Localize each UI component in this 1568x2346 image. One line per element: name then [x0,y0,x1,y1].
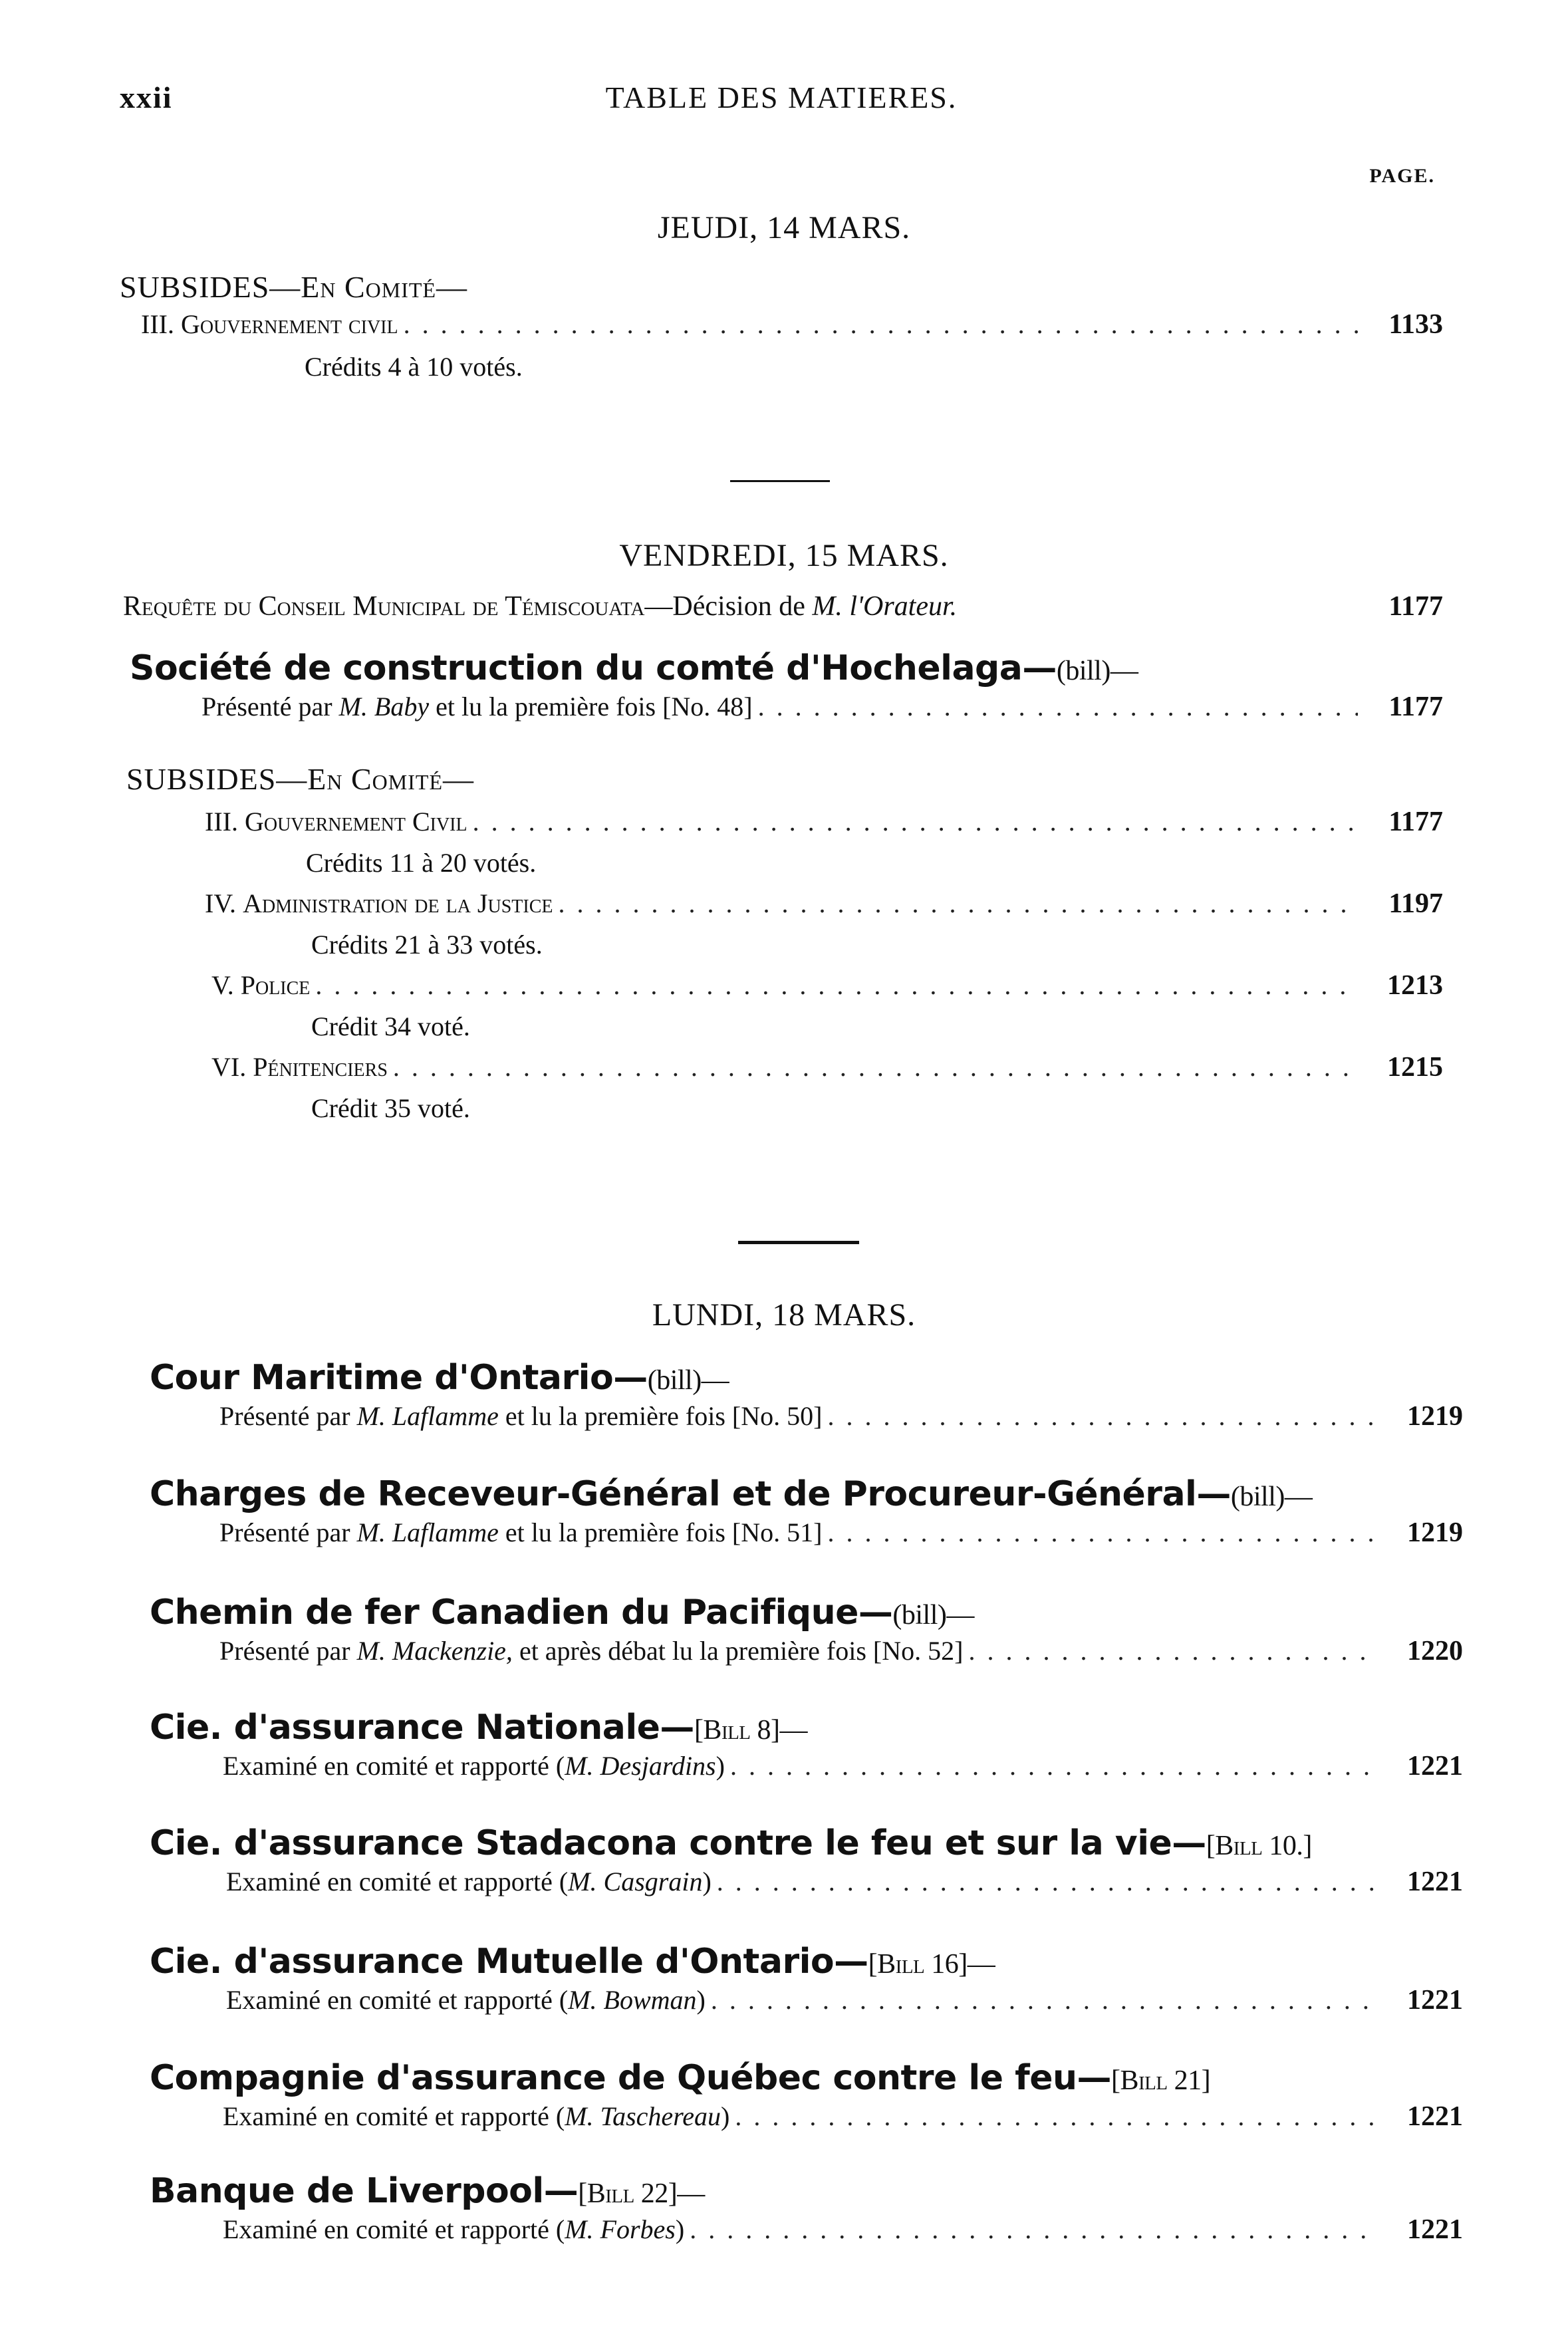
toc-page-number: 1219 [1407,1517,1463,1548]
entry-tag: [Bill 8]— [694,1715,808,1746]
group-title [126,761,1443,797]
toc-page-number: 1219 [1407,1401,1463,1432]
toc-page-number: 1177 [1388,692,1443,722]
entry-title [150,2058,1463,2098]
line-italic: M. Bowman [568,1985,697,2015]
entry-title-text: Cour Maritime d'Ontario— [150,1358,648,1398]
toc-note: Crédit 35 voté. [311,1093,470,1123]
entry-tag: [Bill 10.] [1206,1831,1312,1861]
entry-title [150,1358,1463,1398]
group-subsides-2 [126,761,1443,1124]
toc-line-label [141,309,398,340]
group-title-sc: En Comité— [307,762,474,796]
item-label: Pénitenciers [253,1052,388,1082]
toc-line [226,1984,1463,2016]
item-label: Gouvernement civil [180,309,398,339]
toc-page-number: 1177 [1388,591,1443,622]
dot-leader [404,309,1358,340]
toc-line [123,590,1443,622]
section-jeudi [0,209,1568,246]
item-number: III. [141,309,181,339]
toc-line [219,1400,1463,1432]
item-label: Gouvernement Civil [244,807,467,837]
toc-entry [150,1823,1463,1942]
requete-entry [123,590,1443,622]
entry-title-text: Cie. d'assurance Mutuelle d'Ontario— [150,1942,868,1982]
toc-line [205,806,1443,838]
toc-line-label [219,1517,822,1548]
line-pre: Présenté par [219,1517,357,1547]
line-post: ) [696,1985,706,2015]
toc-page-number: 1221 [1407,1985,1463,2016]
entry-tag: [Bill 22]— [578,2178,705,2209]
toc-line-label [226,1984,706,2016]
group-subsides-1 [120,269,1443,382]
dot-leader [393,1051,1358,1083]
requete-italic: M. l'Orateur. [812,591,958,622]
toc-line [219,1635,1463,1667]
entry-title-text: Cie. d'assurance Stadacona contre le feu et sur la vie— [150,1823,1206,1863]
toc-entry [150,1942,1463,2058]
dot-leader [559,888,1359,919]
line-pre: Examiné en comité et rapporté ( [223,2101,565,2131]
entry-title [130,648,1443,688]
line-post: et lu la première fois [No. 51] [498,1517,823,1547]
toc-line-label [223,2214,684,2245]
entry-tag: (bill)— [892,1600,974,1630]
toc-line-label [205,806,467,837]
entry-title [150,1593,1463,1632]
line-post: ) [716,1751,725,1781]
line-post: et après débat lu la première fois [No. 52] [512,1636,964,1666]
section-vendredi [0,537,1568,574]
line-pre: Examiné en comité et rapporté ( [223,1751,565,1781]
requete-label: Requête du Conseil Municipal de Témiscouata [123,591,645,622]
section-lundi [0,1297,1568,1333]
item-number: IV. [205,888,243,918]
toc-entry [150,2171,1463,2284]
toc-page-number: 1221 [1407,1867,1463,1897]
entry-title-text: Cie. d'assurance Nationale— [150,1708,694,1748]
toc-line [223,2214,1463,2246]
toc-line [141,309,1443,340]
line-pre: Examiné en comité et rapporté ( [226,1867,569,1896]
entry-title [150,1708,1463,1748]
toc-page-number: 1215 [1387,1052,1443,1083]
line-post: et lu la première fois [No. 48] [429,692,753,721]
toc-note: Crédits 11 à 20 votés. [306,848,537,878]
toc-line-label [223,2101,729,2132]
entry-tag: (bill)— [647,1365,729,1396]
toc-entry [150,2058,1463,2171]
toc-line-label [211,1051,388,1083]
entry-tag: (bill)— [1230,1482,1313,1512]
line-italic: M. Laflamme [356,1517,499,1547]
toc-note: Crédits 4 à 10 votés. [305,352,523,382]
toc-page-number: 1221 [1407,2214,1463,2245]
entry-title-text: Société de construction du comté d'Hochelaga— [130,648,1057,688]
line-italic: M. Mackenzie, [356,1636,513,1666]
line-post: ) [675,2214,685,2244]
entry-title-text: Banque de Liverpool— [150,2171,579,2211]
line-pre: Examiné en comité et rapporté ( [223,2214,565,2244]
day-heading: JEUDI, 14 MARS. [657,210,911,245]
toc-entry [150,1358,1463,1474]
toc-line-label [223,1750,725,1781]
toc-line [211,970,1443,1001]
item-number: V. [211,970,241,1000]
line-pre: Examiné en comité et rapporté ( [226,1985,569,2015]
toc-line-label [205,888,553,919]
entry-tag: [Bill 16]— [868,1949,995,1980]
toc-entry [150,1708,1463,1823]
entry-title [150,1474,1463,1514]
dot-leader [827,1400,1378,1432]
dot-leader [758,691,1358,722]
requete-rest: —Décision de [644,591,813,622]
dot-leader [735,2101,1378,2132]
toc-line [223,1750,1463,1782]
line-italic: M. Laflamme [356,1401,499,1431]
group-title [120,269,1443,305]
toc-line-label [219,1400,822,1432]
toc-line-label [219,1635,963,1666]
item-label: Police [240,970,311,1000]
line-italic: M. Casgrain [568,1867,703,1896]
dot-leader [711,1984,1378,2016]
toc-line-label [226,1866,712,1897]
line-pre: Présenté par [219,1636,357,1666]
entry-title-text: Chemin de fer Canadien du Pacifique— [150,1593,893,1632]
toc-line-label [123,590,957,622]
toc-entry [150,1474,1463,1593]
item-number: III. [205,807,245,837]
line-pre: Présenté par [219,1401,357,1431]
line-pre: Présenté par [201,692,339,721]
entry-title [150,1942,1463,1982]
dot-leader [730,1750,1378,1781]
day-heading: VENDREDI, 15 MARS. [619,538,949,573]
toc-page-number: 1197 [1388,888,1443,919]
entry-title-text: Compagnie d'assurance de Québec contre le feu— [150,2058,1111,2098]
toc-line [223,2101,1463,2133]
section-divider [738,1241,859,1244]
dot-leader [473,806,1358,837]
toc-line-label [201,691,753,722]
toc-page-number: 1221 [1407,2101,1463,2132]
entry-tag: (bill)— [1056,656,1138,686]
dot-leader [315,970,1358,1001]
toc-page-number: 1221 [1407,1751,1463,1781]
dot-leader [717,1866,1378,1897]
line-italic: M. Forbes [565,2214,676,2244]
line-italic: M. Taschereau [565,2101,721,2131]
toc-line [211,1051,1443,1083]
running-head [120,80,1443,133]
entry-title [150,1823,1463,1863]
toc-page-number: 1213 [1387,970,1443,1001]
line-italic: M. Baby [338,692,430,721]
page-number: xxii [120,80,173,114]
day-heading: LUNDI, 18 MARS. [652,1297,916,1333]
page-column-label: PAGE. [1369,165,1435,187]
toc-line [205,888,1443,920]
group-title-text: SUBSIDES— [120,270,301,304]
toc-note: Crédits 21 à 33 votés. [311,930,543,960]
entry-tag: [Bill 21] [1111,2065,1211,2096]
line-post: ) [702,1867,712,1896]
lundi-entries [150,1358,1463,2284]
line-post: ) [721,2101,730,2131]
section-divider [730,480,830,482]
page-title: TABLE DES MATIERES. [605,80,958,114]
toc-line [219,1517,1463,1549]
line-italic: M. Desjardins [565,1751,716,1781]
dot-leader [968,1635,1378,1666]
toc-line-label [211,970,310,1001]
item-number: VI. [211,1052,253,1082]
line-post: et lu la première fois [No. 50] [498,1401,823,1431]
entry-title [150,2171,1463,2211]
toc-page-number: 1177 [1388,807,1443,837]
toc-note: Crédit 34 voté. [311,1011,470,1041]
toc-line [201,691,1443,723]
toc-page-number: 1133 [1388,309,1443,340]
entry-title-text: Charges de Receveur-Général et de Procureur-Général— [150,1474,1231,1514]
toc-entry [150,1593,1463,1708]
dot-leader [827,1517,1378,1548]
bill-entry [130,648,1443,723]
toc-page-number: 1220 [1407,1636,1463,1666]
dot-leader [690,2214,1378,2245]
item-label: Administration de la Justice [243,888,553,918]
toc-line [226,1866,1463,1898]
group-title-sc: En Comité— [301,270,467,304]
group-title-text: SUBSIDES— [126,762,308,796]
